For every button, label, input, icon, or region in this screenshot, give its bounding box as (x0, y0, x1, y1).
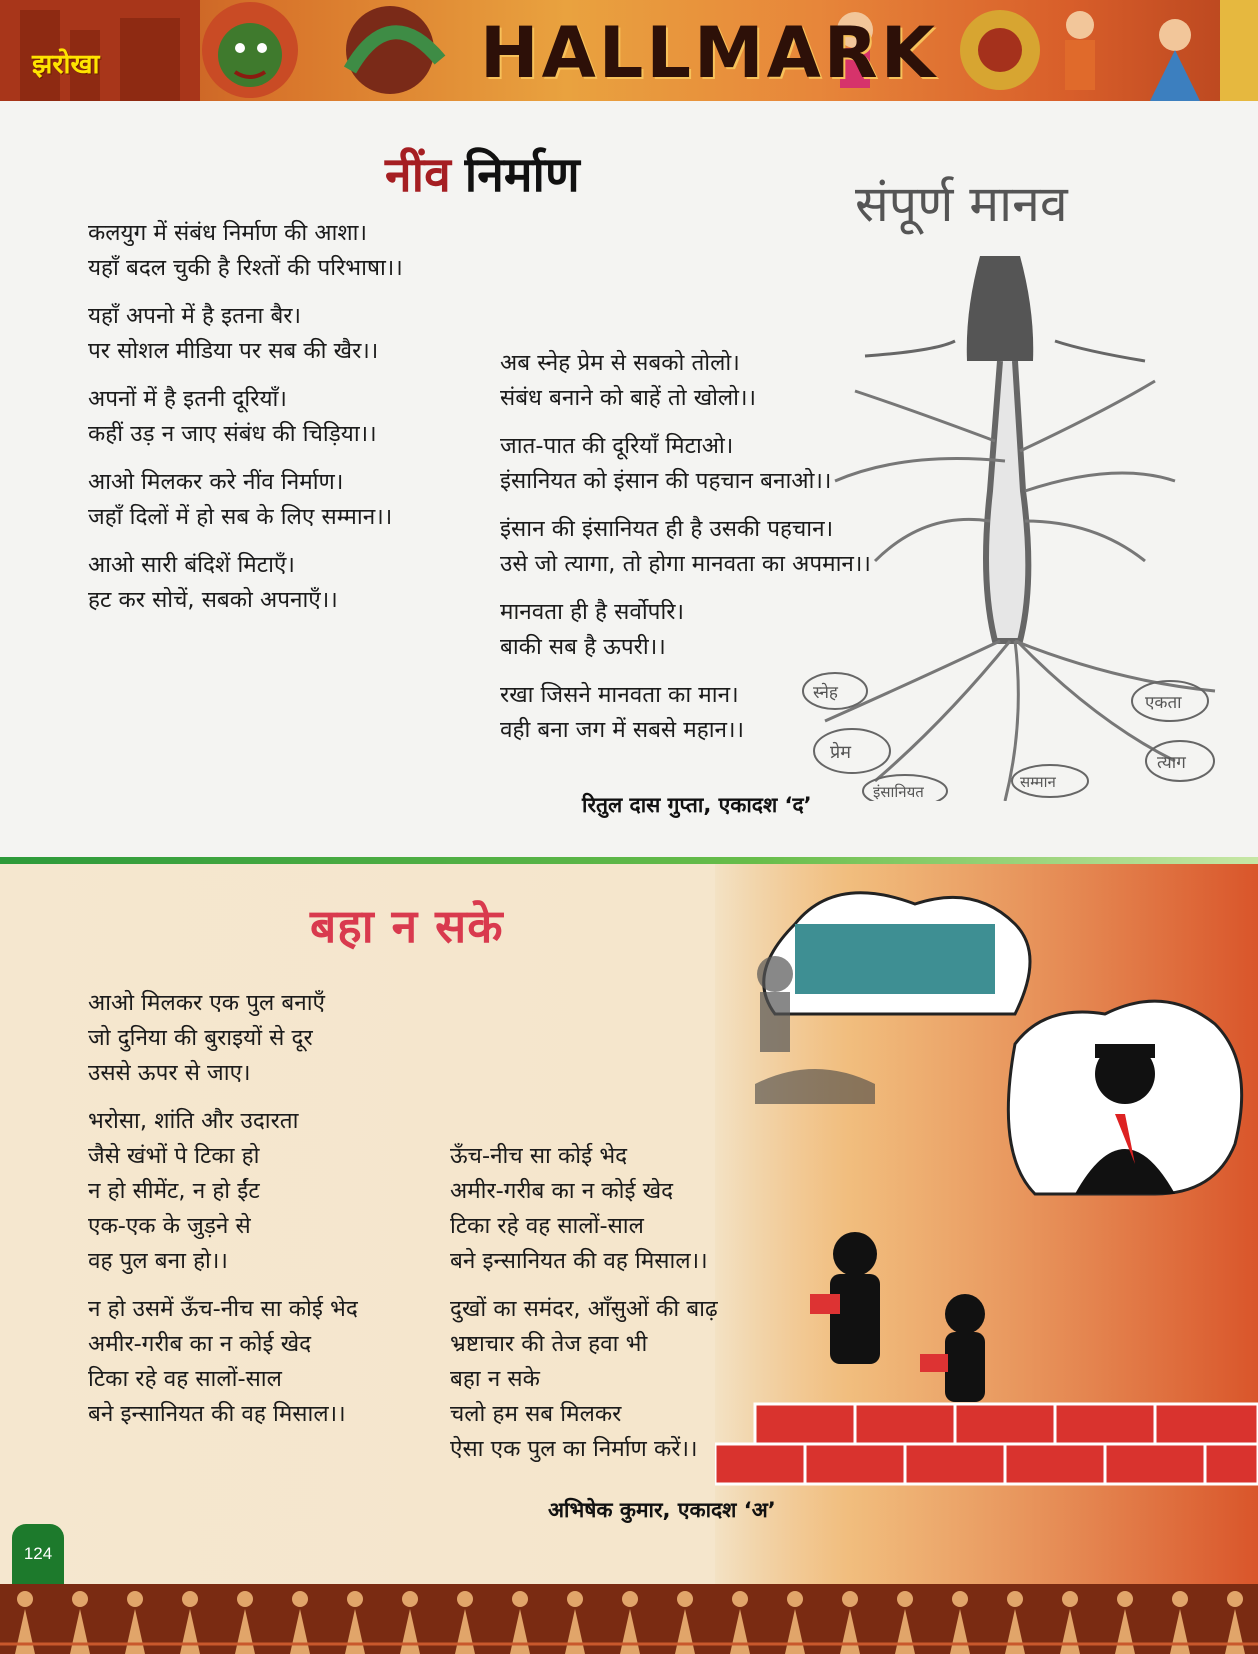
poem2-stanza (88, 986, 325, 1091)
poem1-title (385, 141, 580, 206)
root-label: त्याग (1157, 753, 1186, 773)
section-divider (0, 857, 1258, 864)
poem-line: बाकी सब है ऊपरी।। (500, 634, 666, 660)
poem-section-2 (0, 864, 1258, 1584)
poem-line: न हो सीमेंट, न हो ईंट (88, 1178, 260, 1204)
poem-line: न हो उसमें ऊँच-नीच सा कोई भेद (88, 1296, 358, 1322)
poem-line: ऊँच-नीच सा कोई भेद (450, 1143, 628, 1169)
poem-line: कलयुग में संबंध निर्माण की आशा। (88, 220, 367, 246)
bridge-illustration (715, 864, 1258, 1584)
poem1-stanza (88, 299, 378, 369)
poem-line: मानवता ही है सर्वोपरि। (500, 599, 684, 625)
poem-line: बने इन्सानियत की वह मिसाल।। (450, 1248, 708, 1274)
poem1-title-word1: नींव (385, 147, 451, 203)
poem-line: जात-पात की दूरियाँ मिटाओ। (500, 433, 734, 459)
poem-line: इंसान की इंसानियत ही है उसकी पहचान। (500, 516, 834, 542)
poem1-stanza (500, 429, 831, 499)
poem-line: दुखों का समंदर, आँसुओं की बाढ़ (450, 1296, 718, 1322)
poem-line: चलो हम सब मिलकर (450, 1401, 622, 1427)
poem-line: ऐसा एक पुल का निर्माण करें।। (450, 1436, 698, 1462)
poem2-stanza (450, 1139, 708, 1279)
poem1-stanza (88, 465, 392, 535)
root-label: प्रेम (830, 742, 852, 763)
illustration-heading: संपूर्ण मानव (855, 175, 1068, 233)
root-label: एकता (1145, 693, 1182, 713)
poem1-stanza (88, 548, 338, 618)
poem-line: एक-एक के जुड़ने से (88, 1213, 251, 1239)
poem-line: आओ मिलकर एक पुल बनाएँ (88, 990, 326, 1016)
poem-line: जहाँ दिलों में हो सब के लिए सम्मान।। (88, 504, 393, 530)
poem-line: वह पुल बना हो।। (88, 1248, 228, 1274)
poem-line: उसे जो त्यागा, तो होगा मानवता का अपमान।। (500, 551, 871, 577)
poem-line: यहाँ अपनो में है इतना बैर। (88, 303, 302, 329)
poem-line: आओ सारी बंदिशें मिटाएँ। (88, 552, 295, 578)
poem2-title: बहा न सके (310, 899, 504, 953)
poem-line: बहा न सके (450, 1366, 540, 1392)
poem2-stanza (88, 1292, 358, 1432)
root-label: स्नेह (813, 683, 838, 703)
poem1-title-word2: निर्माण (464, 147, 580, 203)
poem-line: संबंध बनाने को बाहें तो खोलो।। (500, 385, 757, 411)
poem-line: पर सोशल मीडिया पर सब की खैर।। (88, 338, 379, 364)
poem-line: जो दुनिया की बुराइयों से दूर (88, 1025, 313, 1051)
footer-folk-art-border (0, 1584, 1258, 1654)
poem-line: अब स्नेह प्रेम से सबको तोलो। (500, 350, 740, 376)
poem-line: भरोसा, शांति और उदारता (88, 1108, 299, 1134)
tree-illustration (795, 161, 1235, 801)
poem-line: उससे ऊपर से जाए। (88, 1060, 251, 1086)
poem-line: अपनों में है इतनी दूरियाँ। (88, 386, 287, 412)
root-label: इंसानियत (873, 783, 924, 801)
poem-line: टिका रहे वह सालों-साल (88, 1366, 282, 1392)
header-banner (0, 0, 1258, 101)
poem1-stanza (88, 382, 377, 452)
poem1-stanza (88, 216, 403, 286)
poem-line: अमीर-गरीब का न कोई खेद (450, 1178, 674, 1204)
poem1-stanza (500, 346, 756, 416)
section-tag: झरोखा (32, 49, 100, 80)
poem2-author: अभिषेक कुमार, एकादश ‘अ’ (548, 1498, 776, 1522)
poem-line: टिका रहे वह सालों-साल (450, 1213, 644, 1239)
poem-line: रखा जिसने मानवता का मान। (500, 682, 739, 708)
poem1-stanza (500, 512, 871, 582)
poem1-stanza (500, 595, 684, 665)
page-number: 124 (12, 1524, 64, 1584)
poem1-author: रितुल दास गुप्ता, एकादश ‘द’ (582, 793, 812, 817)
poem-line: अमीर-गरीब का न कोई खेद (88, 1331, 312, 1357)
poem-line: भ्रष्टाचार की तेज हवा भी (450, 1331, 648, 1357)
poem-line: बने इन्सानियत की वह मिसाल।। (88, 1401, 346, 1427)
poem-line: इंसानियत को इंसान की पहचान बनाओ।। (500, 468, 832, 494)
poem2-stanza (88, 1104, 298, 1279)
poem-section-1 (0, 101, 1258, 857)
root-label: सम्मान (1020, 773, 1056, 791)
poem-line: हट कर सोचें, सबको अपनाएँ।। (88, 587, 338, 613)
poem-line: कहीं उड़ न जाए संबंध की चिड़िया।। (88, 421, 377, 447)
poem-line: यहाँ बदल चुकी है रिश्तों की परिभाषा।। (88, 255, 403, 281)
poem2-stanza (450, 1292, 718, 1467)
brand-title: HALLMARK (480, 12, 938, 94)
poem-line: जैसे खंभों पे टिका हो (88, 1143, 260, 1169)
poem1-stanza (500, 678, 744, 748)
poem-line: वही बना जग में सबसे महान।। (500, 717, 745, 743)
dancing-figures-pattern (0, 1584, 1258, 1654)
poem-line: आओ मिलकर करे नींव निर्माण। (88, 469, 344, 495)
